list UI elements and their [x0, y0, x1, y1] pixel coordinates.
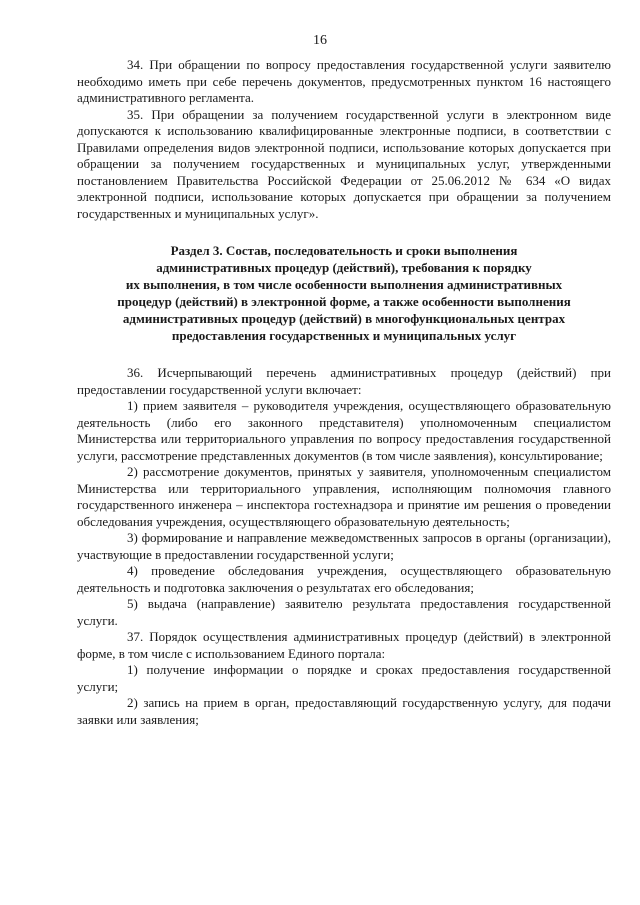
- list-item-36-3: 3) формирование и направление межведомственных запросов в органы (организации), участвующие в предоставлении государственной услуги;: [77, 530, 611, 562]
- heading-line: Раздел 3. Состав, последовательность и сроки выполнения: [170, 243, 518, 258]
- paragraph-34: 34. При обращении по вопросу предоставления государственной услуги заявителю необходимо иметь при себе перечень документов, предусмотренных пунктом 16 настоящего административного регламента.: [77, 57, 611, 105]
- paragraph-36: 36. Исчерпывающий перечень административных процедур (действий) при предоставлении государственной услуги включает:: [77, 365, 611, 397]
- list-item-37-1: 1) получение информации о порядке и сроках предоставления государственной услуги;: [77, 662, 611, 694]
- list-item-37-2: 2) запись на прием в орган, предоставляющий государственную услугу, для подачи заявки или заявления;: [77, 695, 611, 727]
- heading-line: административных процедур (действий) в многофункциональных центрах: [122, 311, 566, 326]
- paragraph-37: 37. Порядок осуществления административных процедур (действий) в электронной форме, в том числе с использованием Единого портала:: [77, 629, 611, 661]
- heading-line: административных процедур (действий), требования к порядку: [156, 260, 532, 275]
- list-item-36-2: 2) рассмотрение документов, принятых у заявителя, уполномоченным специалистом Министерства или территориального управления, исполняющим полномочия главного государственного инженера – инспектора гостехнадзора и принятие им решения о проведении обследования учреждения, осуществляющего образовательную деятельность;: [77, 464, 611, 529]
- heading-line: их выполнения, в том числе особенности выполнения административных: [125, 277, 563, 292]
- list-item-36-5: 5) выдача (направление) заявителю результата предоставления государственной услуги.: [77, 596, 611, 628]
- heading-line: предоставления государственных и муниципальных услуг: [171, 328, 517, 343]
- list-item-36-1: 1) прием заявителя – руководителя учреждения, осуществляющего образовательную деятельность (либо его законного представителя) уполномоченным специалистом Министерства или территориального управления по вопросу предоставления государственной услуги, рассмотрение представленных документов (в том числе заявления), консультирование;: [77, 398, 611, 463]
- page-number: 16: [313, 33, 327, 48]
- heading-line: процедур (действий) в электронной форме, а также особенности выполнения: [117, 294, 571, 309]
- list-item-36-4: 4) проведение обследования учреждения, осуществляющего образовательную деятельность и подготовка заключения о результатах его обследования;: [77, 563, 611, 595]
- paragraph-35: 35. При обращении за получением государственной услуги в электронном виде допускаются к использованию квалифицированные электронные подписи, в соответствии с Правилами определения видов электронной подписи, использование которых допускается при обращении за получением государственных и муниципальных услуг, утвержденными постановлением Правительства Российской Федерации от 25.06.2012 № 634 «О видах электронной подписи, использование которых допускается при обращении за получением государственных и муниципальных услуг».: [77, 106, 611, 221]
- document-body: [77, 57, 611, 728]
- section-3-heading: [77, 242, 611, 344]
